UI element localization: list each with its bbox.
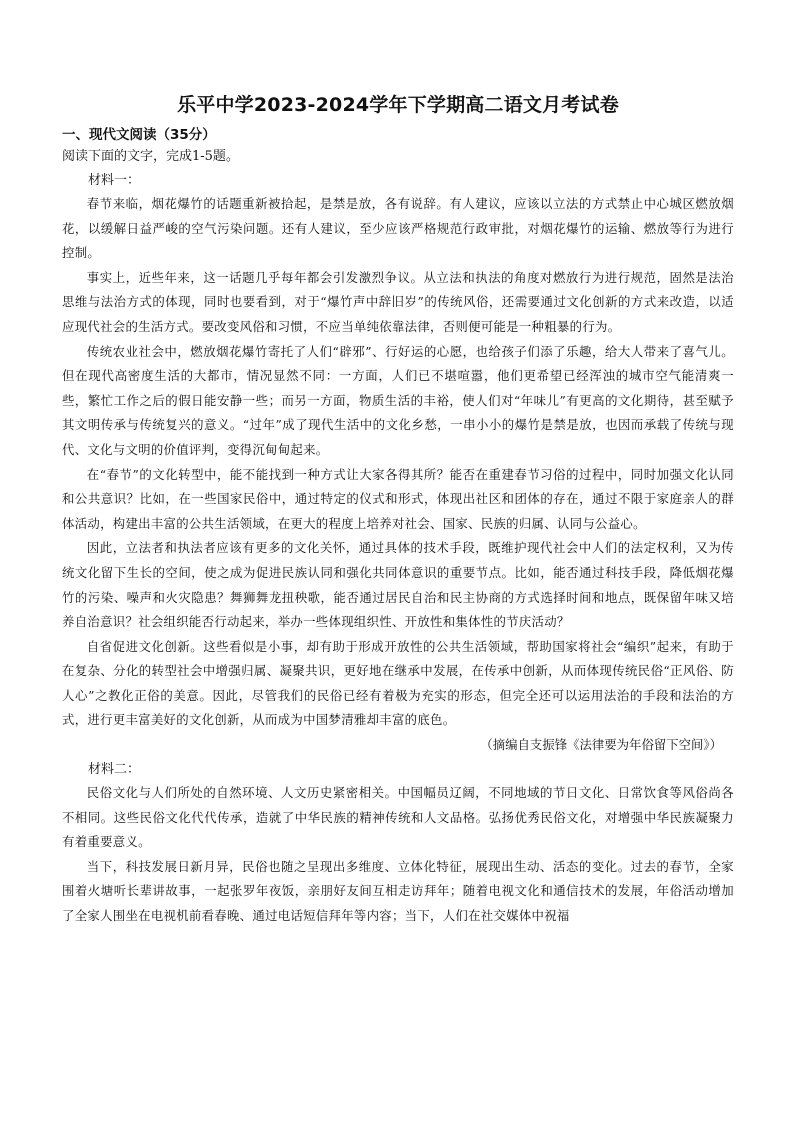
material-one-paragraph: 自省促进文化创新。这些看似是小事，却有助于形成开放性的公共生活领域，帮助国家将社会“编织”起来，有助于在复杂、分化的转型社会中增强归属、凝聚共识，更好地在继承中发展，在传承中创新，从而体现传统民俗“正风俗、防人心”之教化正俗的美意。因此，尽管我们的民俗已经有着极为充实的形态，但完全还可以运用法治的手段和法治的方式，进行更丰富美好的文化创新，从而成为中国梦清雅却丰富的底色。 [62, 638, 734, 728]
reading-instruction: 阅读下面的文字，完成1-5题。 [62, 149, 239, 164]
exam-page [62, 92, 734, 929]
material-one-label: 材料一： [88, 173, 141, 188]
material-one-paragraph: 春节来临，烟花爆竹的话题重新被拾起，是禁是放，各有说辞。有人建议，应该以立法的方式禁止中心城区燃放烟花，以缓解日益严峻的空气污染问题。还有人建议，至少应该严格规范行政审批，对烟花爆竹的运输、燃放等行为进行控制。 [62, 196, 734, 261]
material-one-source: （摘编自支振锋《法律要为年俗留下空间》） [480, 737, 722, 753]
material-two-paragraph: 民俗文化与人们所处的自然环境、人文历史紧密相关。中国幅员辽阔，不同地域的节日文化、日常饮食等风俗尚各不相同。这些民俗文化代代传承，造就了中华民族的精神传统和人文品格。弘扬优秀民俗文化，对增强中华民族凝聚力有着重要意义。 [62, 785, 734, 850]
section-heading: 一、现代文阅读（35分） [62, 127, 216, 143]
material-two-label: 材料二： [88, 762, 141, 778]
exam-title: 乐平中学2023-2024学年下学期高二语文月考试卷 [177, 94, 619, 116]
material-one-paragraph: 传统农业社会中，燃放烟花爆竹寄托了人们“辟邪”、行好运的心愿，也给孩子们添了乐趣，给大人带来了喜气儿。但在现代高密度生活的大都市，情况显然不同：一方面，人们已不堪喧嚣，他们更希望已经浑浊的城市空气能清爽一些，繁忙工作之后的假日能安静一些；而另一方面，物质生活的丰裕，使人们对“年味儿”有更高的文化期待，甚至赋予其文明传承与传统复兴的意义。“过年”成了现代生活中的文化乡愁，一串小小的爆竹是禁是放，也因而承载了传统与现代、文化与文明的价值评判，变得沉甸甸起来。 [62, 343, 734, 457]
material-one-paragraph: 事实上，近些年来，这一话题几乎每年都会引发激烈争议。从立法和执法的角度对燃放行为进行规范，固然是法治思维与法治方式的体现，同时也要看到，对于“爆竹声中辞旧岁”的传统风俗，还需要通过文化创新的方式来改造，以适应现代社会的生活方式。要改变风俗和习惯，不应当单纯依靠法律，否则便可能是一种粗暴的行为。 [62, 269, 734, 334]
material-two-paragraph: 当下，科技发展日新月异，民俗也随之呈现出多维度、立体化特征，展现出生动、活态的变化。过去的春节，全家围着火塘听长辈讲故事，一起张罗年夜饭，亲朋好友间互相走访拜年；随着电视文化和通信技术的发展，年俗活动增加了全家人围坐在电视机前看春晚、通过电话短信拜年等内容；当下，人们在社交媒体中祝福 [62, 858, 734, 924]
material-two [62, 759, 734, 929]
material-one-paragraph: 在“春节”的文化转型中，能不能找到一种方式让大家各得其所？能否在重建春节习俗的过程中，同时加强文化认同和公共意识？比如，在一些国家民俗中，通过特定的仪式和形式，体现出社区和团体的存在，通过不限于家庭亲人的群体活动，构建出丰富的公共生活领域，在更大的程度上培养对社会、国家、民族的归属、认同与公益心。 [62, 466, 734, 531]
material-one [62, 170, 734, 757]
material-one-paragraph: 因此，立法者和执法者应该有更多的文化关怀，通过具体的技术手段，既维护现代社会中人们的法定权利，又为传统文化留下生长的空间，使之成为促进民族认同和强化共同体意识的重要节点。比如，能否通过科技手段，降低烟花爆竹的污染、噪声和火灾隐患？舞狮舞龙扭秧歌，能否通过居民自治和民主协商的方式选择时间和地点，既保留年味又培养自治意识？社会组织能否行动起来，举办一些体现组织性、开放性和集体性的节庆活动？ [62, 540, 734, 630]
